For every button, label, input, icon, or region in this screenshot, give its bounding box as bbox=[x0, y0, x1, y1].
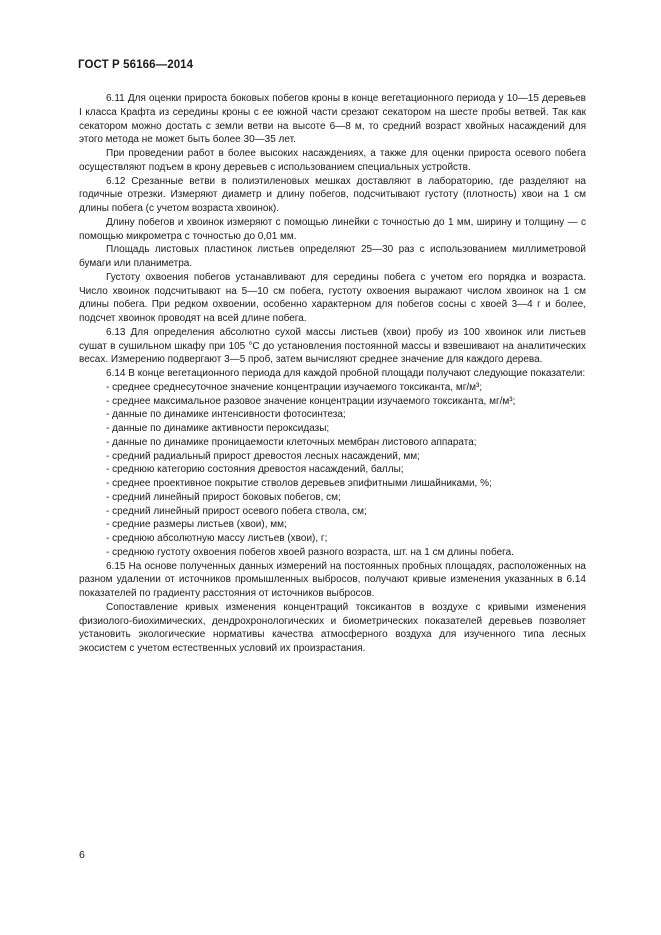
list-item: - среднюю категорию состояния древостоя насаждений, баллы; bbox=[106, 464, 404, 476]
list-item: - среднее максимальное разовое значение концентрации изучаемого токсиканта, мг/м³; bbox=[106, 395, 516, 407]
list-item: - данные по динамике проницаемости клеточных мембран листового аппарата; bbox=[106, 436, 477, 448]
list-item: - данные по динамике интенсивности фотосинтеза; bbox=[106, 409, 346, 421]
standard-header: ГОСТ Р 56166—2014 bbox=[78, 59, 194, 71]
paragraph-6-14: 6.14 В конце вегетационного периода для каждой пробной площади получают следующие показатели: bbox=[106, 368, 586, 379]
document-body bbox=[79, 92, 586, 656]
paragraph-needle-density: Густоту охвоения побегов устанавливают для середины побега с учетом его порядка и возраста. Число хвоинок подсчитывают на 5—10 см побега, густоту охвоения выражают числом хвоинок на 1 см длины побега. При редком охвоении, особенно характерном для побегов сосны с хвоей 3—4 г и более, подсчет хвоинок проводят на всей длине побега. bbox=[79, 271, 586, 324]
list-item: - средние размеры листьев (хвои), мм; bbox=[106, 519, 287, 531]
paragraph-leaf-area: Площадь листовых пластинок листьев определяют 25—30 раз с использованием миллиметровой бумаги или планиметра. bbox=[79, 244, 586, 269]
paragraph-6-12: 6.12 Срезанные ветви в полиэтиленовых мешках доставляют в лабораторию, где разделяют на годичные отрезки. Измеряют диаметр и длину побегов, подсчитывают густоту (плотность) хвои на 1 см длины побега (с учетом возраста хвоинок). bbox=[79, 175, 586, 214]
list-item: - среднюю абсолютную массу листьев (хвои), г; bbox=[106, 533, 328, 544]
paragraph-6-11: 6.11 Для оценки прироста боковых побегов кроны в конце вегетационного периода у 10—15 деревьев I класса Крафта из середины кроны с ее южной части срезают секатором на шесте пробы ветвей. Так как секатором можно достать с земли ветви на высоте 6—8 м, то средний возраст хвойных насаждений для этого метода не может быть более 30—35 лет. bbox=[79, 93, 586, 146]
list-item: - средний радиальный прирост древостоя лесных насаждений, мм; bbox=[106, 450, 420, 462]
paragraph-6-15: 6.15 На основе полученных данных измерений на постоянных пробных площадях, расположенных на разном удалении от источников промышленных выбросов, получают кривые изменения указанных в 6.14 показателей по градиенту расстояния от источников выбросов. bbox=[79, 560, 586, 599]
list-item: - среднее проективное покрытие стволов деревьев эпифитными лишайниками, %; bbox=[106, 478, 492, 489]
paragraph-measurement-tools: Длину побегов и хвоинок измеряют с помощью линейки с точностью до 1 мм, ширину и толщину — с помощью микрометра с точностью до 0,01 мм. bbox=[79, 216, 586, 242]
list-item: - средний линейный прирост осевого побега ствола, см; bbox=[106, 505, 367, 517]
paragraph-comparison: Сопоставление кривых изменения концентраций токсикантов в воздухе с кривыми изменения физиолого-биохимических, дендрохронологических и биометрических показателей деревьев позволяет установить экологические нормативы качества атмосферного воздуха для изученного типа лесных экосистем с учетом естественных условий их произрастания. bbox=[79, 601, 586, 654]
list-item: - среднее среднесуточное значение концентрации изучаемого токсиканта, мг/м³; bbox=[106, 381, 483, 393]
list-item: - данные по динамике активности пероксидазы; bbox=[106, 423, 330, 434]
paragraph-elevated-stands: При проведении работ в более высоких насаждениях, а также для оценки прироста осевого побега осуществляют подъем в крону деревьев с использованием специальных устройств. bbox=[79, 148, 586, 173]
page-number: 6 bbox=[79, 849, 85, 861]
list-item: - средний линейный прирост боковых побегов, см; bbox=[106, 491, 341, 503]
list-item: - среднюю густоту охвоения побегов хвоей разного возраста, шт. на 1 см длины побега. bbox=[106, 546, 514, 558]
paragraph-6-13: 6.13 Для определения абсолютно сухой массы листьев (хвои) пробу из 100 хвоинок или листьев сушат в сушильном шкафу при 105 °С до установления постоянной массы и взвешивают на аналитических весах. Измерению подвергают 3—5 проб, затем вычисляют среднее значение для каждого дерева. bbox=[79, 326, 586, 366]
